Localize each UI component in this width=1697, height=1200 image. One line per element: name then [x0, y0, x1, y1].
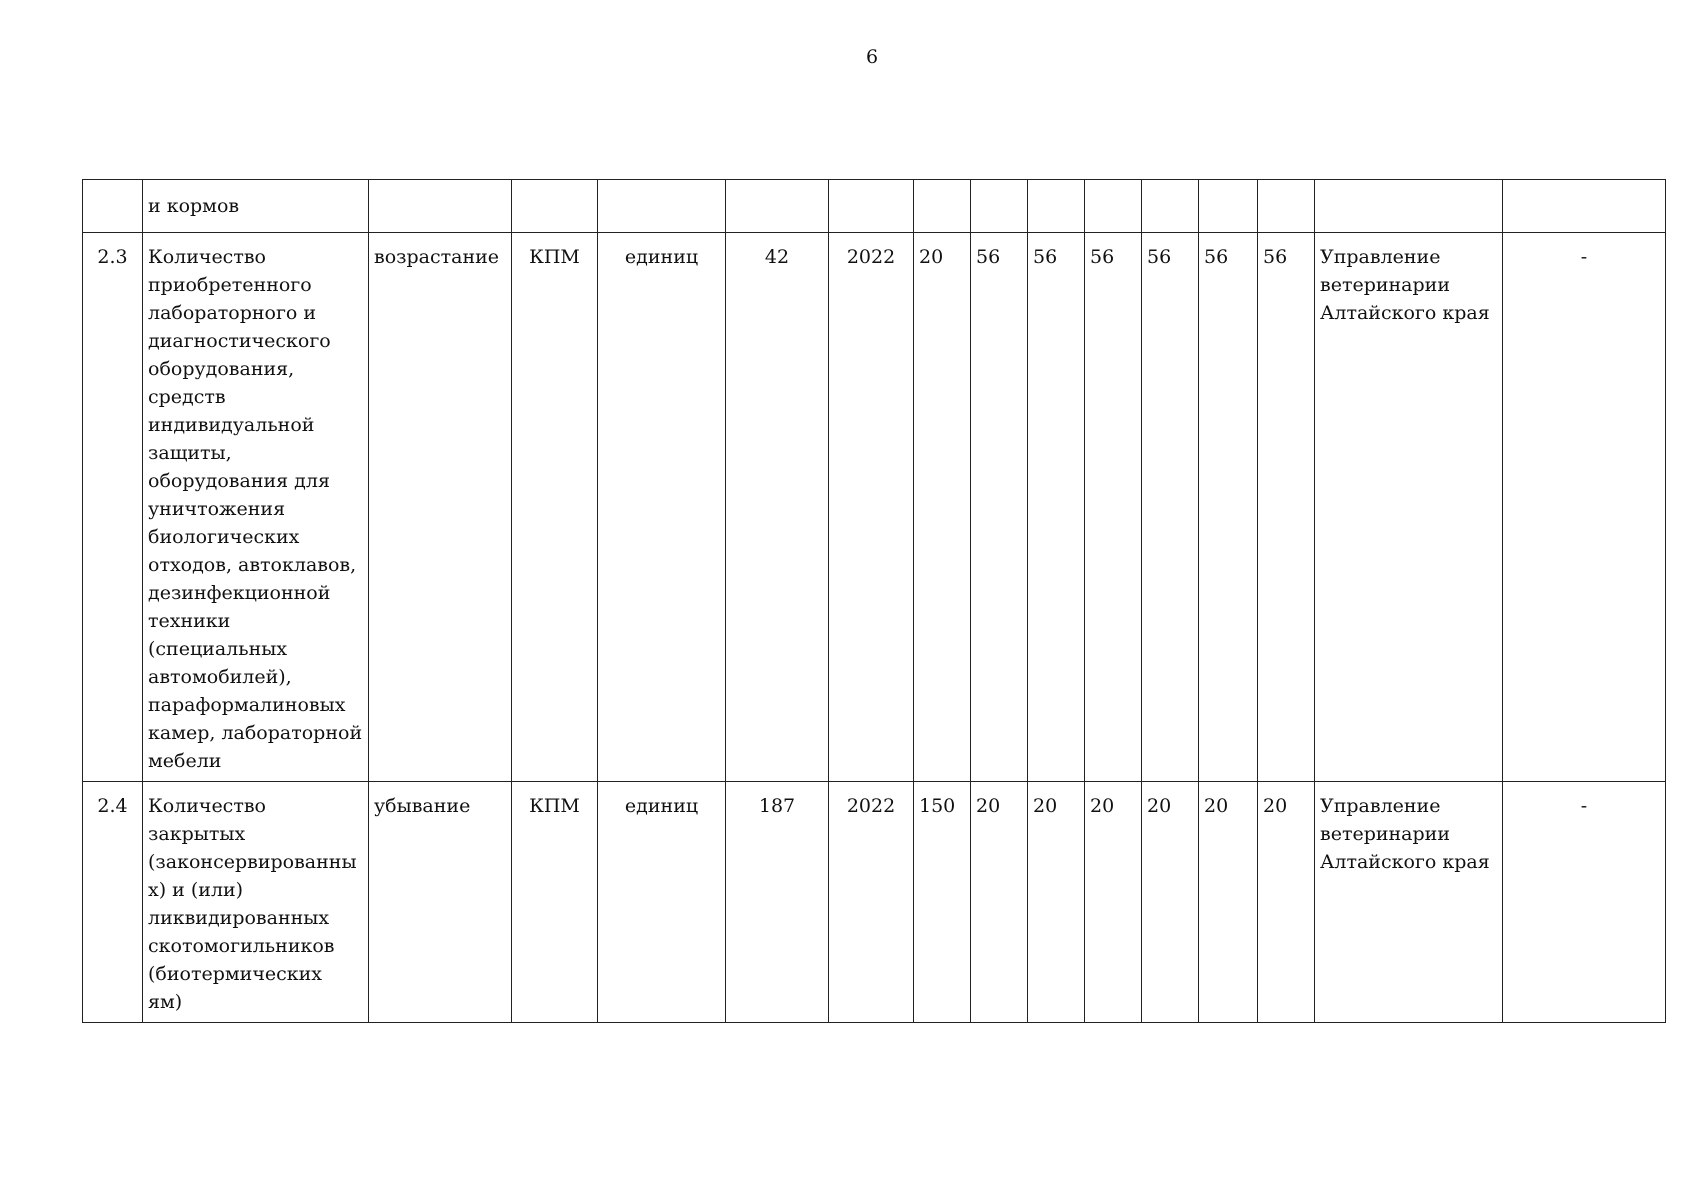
year-value: 20 [914, 233, 971, 782]
year-value [1028, 180, 1085, 233]
responsible: Управление ветеринарии Алтайского края [1315, 782, 1503, 1023]
indicator-name [143, 233, 369, 782]
indicator-name-line: (биотермических [148, 963, 323, 985]
link [1503, 180, 1666, 233]
year-value [971, 180, 1028, 233]
base-year [829, 180, 914, 233]
year-value [1085, 180, 1142, 233]
base-value: 187 [726, 782, 829, 1023]
year-value [1142, 180, 1199, 233]
indicator-name-line: уничтожения [148, 498, 286, 520]
year-value: 20 [1258, 782, 1315, 1023]
table-row [83, 180, 1666, 233]
row-number [83, 180, 143, 233]
source: КПМ [512, 782, 598, 1023]
direction: убывание [369, 782, 512, 1023]
year-value: 56 [1085, 233, 1142, 782]
indicator-name-line: х) и (или) [148, 879, 244, 901]
indicator-name-line: (законсервированны [148, 851, 357, 873]
indicator-name-line: отходов, автоклавов, [148, 554, 357, 576]
indicator-name-line: камер, лабораторной [148, 722, 363, 744]
year-value [1199, 180, 1258, 233]
indicator-name [143, 782, 369, 1023]
year-value [914, 180, 971, 233]
unit [598, 180, 726, 233]
indicator-name-line: индивидуальной [148, 414, 315, 436]
base-value: 42 [726, 233, 829, 782]
indicator-name-line: скотомогильников [148, 935, 335, 957]
year-value: 150 [914, 782, 971, 1023]
indicator-name [143, 180, 369, 233]
indicator-name-line: ликвидированных [148, 907, 330, 929]
responsible: Управление ветеринарии Алтайского края [1315, 233, 1503, 782]
year-value: 20 [1199, 782, 1258, 1023]
year-value: 56 [1028, 233, 1085, 782]
direction [369, 180, 512, 233]
link: - [1503, 233, 1666, 782]
year-value: 20 [971, 782, 1028, 1023]
source: КПМ [512, 233, 598, 782]
source [512, 180, 598, 233]
indicator-name-line: оборудования для [148, 470, 330, 492]
indicator-name-line: дезинфекционной [148, 582, 331, 604]
row-number: 2.4 [83, 782, 143, 1023]
row-number: 2.3 [83, 233, 143, 782]
unit: единиц [598, 782, 726, 1023]
year-value: 20 [1028, 782, 1085, 1023]
year-value: 56 [1258, 233, 1315, 782]
indicator-name-line: ям) [148, 991, 183, 1013]
indicator-name-line: лабораторного и [148, 302, 317, 324]
indicators-table [82, 179, 1666, 1023]
direction: возрастание [369, 233, 512, 782]
indicator-name-line: приобретенного [148, 274, 312, 296]
base-value [726, 180, 829, 233]
indicator-name-line: автомобилей), [148, 666, 292, 688]
table-row [83, 233, 1666, 782]
indicator-name-line: биологических [148, 526, 300, 548]
page-number: 6 [866, 46, 879, 68]
link: - [1503, 782, 1666, 1023]
year-value: 56 [1199, 233, 1258, 782]
year-value: 56 [971, 233, 1028, 782]
indicator-name-line: параформалиновых [148, 694, 346, 716]
indicator-name-line: Количество [148, 246, 266, 268]
indicator-name-line: техники [148, 610, 231, 632]
responsible [1315, 180, 1503, 233]
year-value: 20 [1142, 782, 1199, 1023]
indicator-name-line: закрытых [148, 823, 246, 845]
base-year: 2022 [829, 233, 914, 782]
table-row [83, 782, 1666, 1023]
base-year: 2022 [829, 782, 914, 1023]
unit: единиц [598, 233, 726, 782]
indicator-name-line: оборудования, [148, 358, 295, 380]
year-value: 20 [1085, 782, 1142, 1023]
indicator-name-line: и кормов [148, 195, 240, 217]
year-value: 56 [1142, 233, 1199, 782]
indicator-name-line: диагностического [148, 330, 331, 352]
year-value [1258, 180, 1315, 233]
indicator-name-line: средств [148, 386, 226, 408]
indicator-name-line: (специальных [148, 638, 288, 660]
indicator-name-line: Количество [148, 795, 266, 817]
indicator-name-line: мебели [148, 750, 222, 772]
indicator-name-line: защиты, [148, 442, 232, 464]
